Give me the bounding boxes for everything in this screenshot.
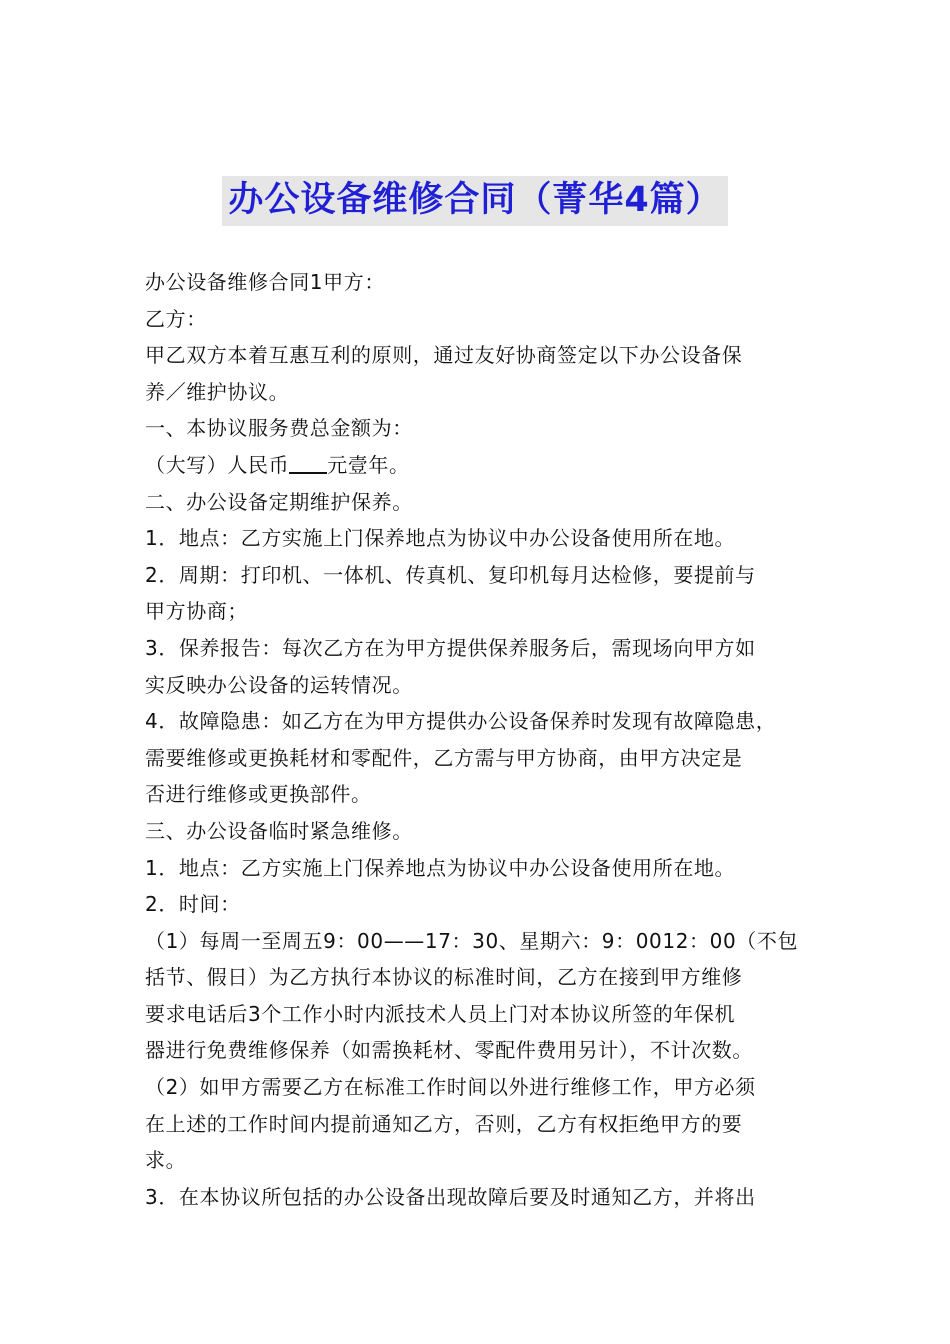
text-line: 要求电话后3个工作小时内派技术人员上门对本协议所签的年保机 [145, 1001, 736, 1026]
text-line: （2）如甲方需要乙方在标准工作时间以外进行维修工作，甲方必须 [145, 1075, 756, 1100]
text-line: 1．地点：乙方实施上门保养地点为协议中办公设备使用所在地。 [145, 855, 736, 880]
title-container [0, 176, 950, 226]
text-line: 2．时间： [145, 892, 241, 917]
text-line: 三、办公设备临时紧急维修。 [145, 818, 413, 843]
text-line: 否进行维修或更换部件。 [145, 782, 372, 807]
text-line: 办公设备维修合同1甲方： [145, 270, 385, 294]
text-line: 需要维修或更换耗材和零配件，乙方需与甲方协商，由甲方决定是 [145, 745, 743, 770]
text-line: 4．故障隐患：如乙方在为甲方提供办公设备保养时发现有故障隐患， [145, 709, 777, 734]
text-line: 3．保养报告：每次乙方在为甲方提供保养服务后，需现场向甲方如 [145, 635, 756, 660]
text-line: 实反映办公设备的运转情况。 [145, 672, 413, 697]
text-line: 在上述的工作时间内提前通知乙方，否则，乙方有权拒绝甲方的要 [145, 1111, 743, 1136]
text-line: 1．地点：乙方实施上门保养地点为协议中办公设备使用所在地。 [145, 526, 736, 551]
text-line: 甲方协商； [145, 599, 248, 624]
text-line: 甲乙双方本着互惠互利的原则，通过友好协商签定以下办公设备保 [145, 343, 743, 368]
text-line: 求。 [145, 1148, 187, 1173]
text-line: 2．周期：打印机、一体机、传真机、复印机每月达检修，要提前与 [145, 562, 756, 587]
text-line: 3．在本协议所包括的办公设备出现故障后要及时通知乙方，并将出 [145, 1184, 756, 1209]
text-line: 括节、假日）为乙方执行本协议的标准时间，乙方在接到甲方维修 [145, 965, 743, 990]
text-line: 养／维护协议。 [145, 379, 290, 404]
text-line: 乙方： [145, 306, 207, 331]
amount-blank [289, 452, 327, 474]
text-line: 器进行免费维修保养（如需换耗材、零配件费用另计），不计次数。 [145, 1038, 753, 1063]
amount-line [145, 447, 815, 484]
amount-prefix: （大写）人民币 [145, 452, 290, 477]
text-line: 二、办公设备定期维护保养。 [145, 489, 413, 514]
text-line: 一、本协议服务费总金额为： [145, 416, 413, 441]
amount-suffix: 元壹年。 [327, 452, 410, 477]
contract-body [145, 264, 815, 1215]
text-line: （1）每周一至周五9：00——17：30、星期六：9：0012：00（不包 [145, 928, 799, 953]
document-title: 办公设备维修合同（菁华4篇） [222, 176, 727, 226]
